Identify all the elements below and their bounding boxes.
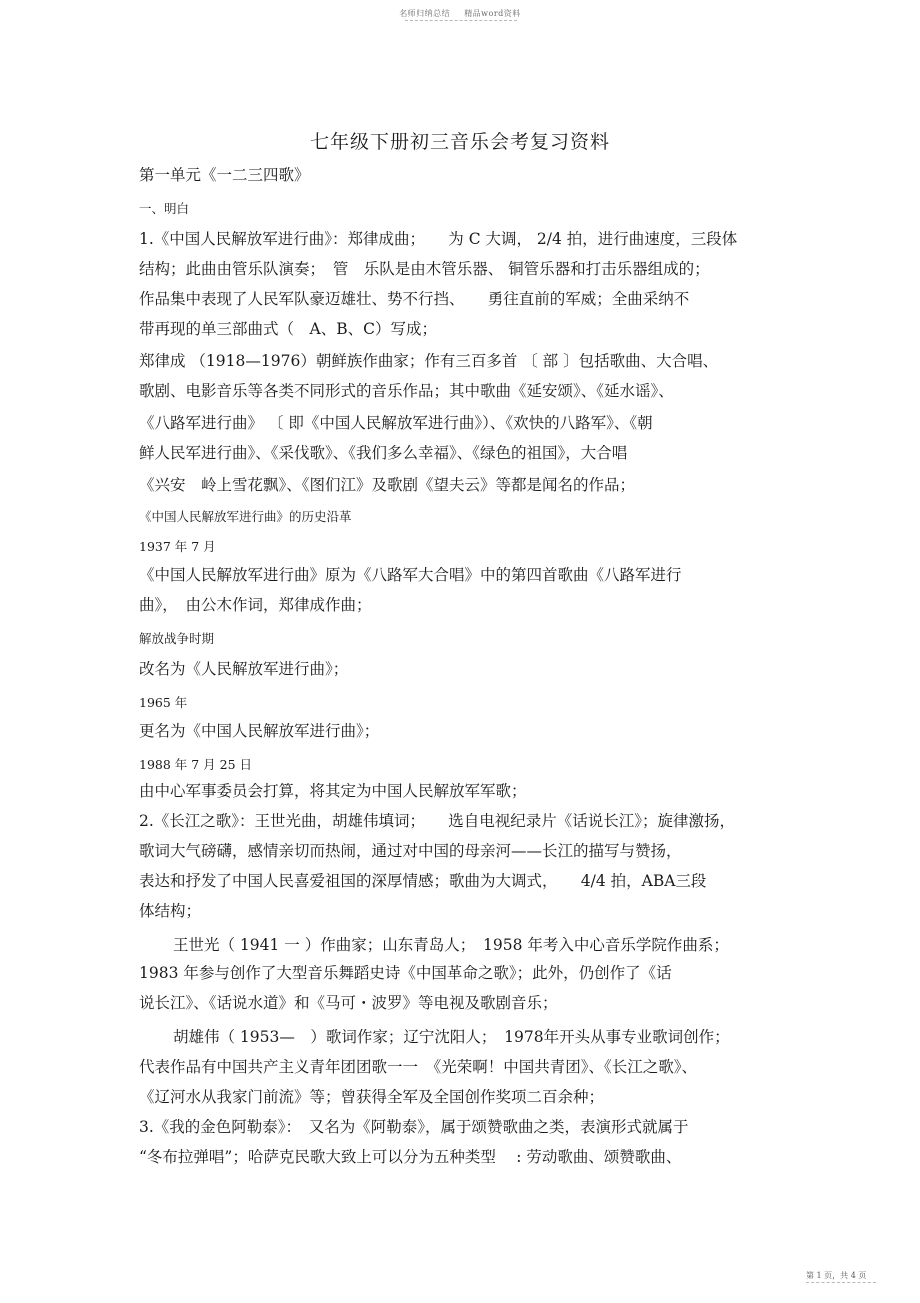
text-line: 《八路军进行曲》 〔 即《中国人民解放军进行曲》）、《欢快的八路军》、《朝 [139,414,653,432]
text-line: 曲》， 由公木作词，郑律成作曲； [139,596,372,614]
text-line: 更名为《中国人民解放军进行曲》； [139,722,380,740]
text-line: 郑律成 （1918—1976）朝鲜族作曲家；作有三百多首 〔 部 〕包括歌曲、大合唱、 [139,352,719,370]
text-line: 由中心军事委员会打算，将其定为中国人民解放军军歌； [139,782,527,800]
text-line: 王世光（ 1941 一 ）作曲家；山东青岛人； 1958 年考入中心音乐学院作曲系； [173,936,729,954]
text-line: 《辽河水从我家门前流》等；曾获得全军及全国创作奖项二百余种； [139,1088,605,1106]
text-line: 2.《长江之歌》：王世光曲，胡雄伟填词； 选自电视纪录片《话说长江》；旋律激扬， [139,812,736,830]
date-line: 解放战争时期 [139,631,215,646]
header-left-text: 名师归纳总结 [399,9,451,18]
text-line: 改名为《人民解放军进行曲》； [139,660,349,678]
date-line: 1988 年 7 月 25 日 [139,757,253,772]
date-line: 1937 年 7 月 [139,539,216,554]
text-line: 结构；此曲由管乐队演奏； 管 乐队是由木管乐器、 铜管乐器和打击乐器组成的； [139,260,710,278]
text-line: 体结构； [139,902,202,920]
text-line: 3.《我的金色阿勒泰》： 又名为《阿勒泰》，属于颂赞歌曲之类，表演形式就属于 [139,1118,689,1136]
footer-divider [806,1282,876,1283]
text-line: 带再现的单三部曲式（ A、B、C）写成； [139,320,437,338]
history-heading: 《中国人民解放军进行曲》的历史沿革 [139,509,352,524]
text-line: 表达和抒发了中国人民喜爱祖国的深厚情感；歌曲为大调式， 4/4 拍，ABA三段 [139,872,707,890]
page-footer: 第 1 页，共 4 页 [806,1271,867,1280]
section-heading: 一、明白 [139,201,190,216]
text-line: 1.《中国人民解放军进行曲》：郑律成曲； 为 C 大调， 2/4 拍，进行曲速度，三段体 [139,230,738,248]
text-line: 1983 年参与创作了大型音乐舞蹈史诗《中国革命之歌》；此外，仍创作了《话 [139,964,672,982]
text-line: 说长江》、《话说水道》和《马可・波罗》等电视及歌剧音乐； [139,994,558,1012]
text-line: 胡雄伟（ 1953— ）歌词作家；辽宁沈阳人； 1978年开头从事专业歌词创作； [173,1028,730,1046]
text-line: 代表作品有中国共产主义青年团团歌一一 《光荣啊！中国共青团》、《长江之歌》、 [139,1058,698,1076]
text-line: 歌剧、电影音乐等各类不同形式的音乐作品；其中歌曲《延安颂》、《延水谣》、 [139,382,674,400]
text-line: 歌词大气磅礴，感情亲切而热闹，通过对中国的母亲河——长江的描写与赞扬， [139,842,682,860]
text-line: 作品集中表现了人民军队豪迈雄壮、势不行挡、 勇往直前的军威；全曲采纳不 [139,290,690,308]
text-line: 《中国人民解放军进行曲》原为《八路军大合唱》中的第四首歌曲《八路军进行 [139,566,682,584]
text-line: “冬布拉弹唱”；哈萨克民歌大致上可以分为五种类型 : 劳动歌曲、颂赞歌曲、 [139,1148,682,1166]
page-header [0,8,920,19]
document-title: 七年级下册初三音乐会考复习资料 [309,131,610,153]
date-line: 1965 年 [139,695,188,710]
text-line: 鲜人民军进行曲》、《采伐歌》、《我们多么幸福》、《绿色的祖国》，大合唱 [139,444,628,462]
header-divider [405,20,517,21]
unit-heading: 第一单元《一二三四歌》 [139,166,310,184]
header-right-text: 精品word资料 [464,9,521,18]
text-line: 《兴安 岭上雪花飘》、《图们江》及歌剧《望夫云》等都是闻名的作品； [139,476,636,494]
